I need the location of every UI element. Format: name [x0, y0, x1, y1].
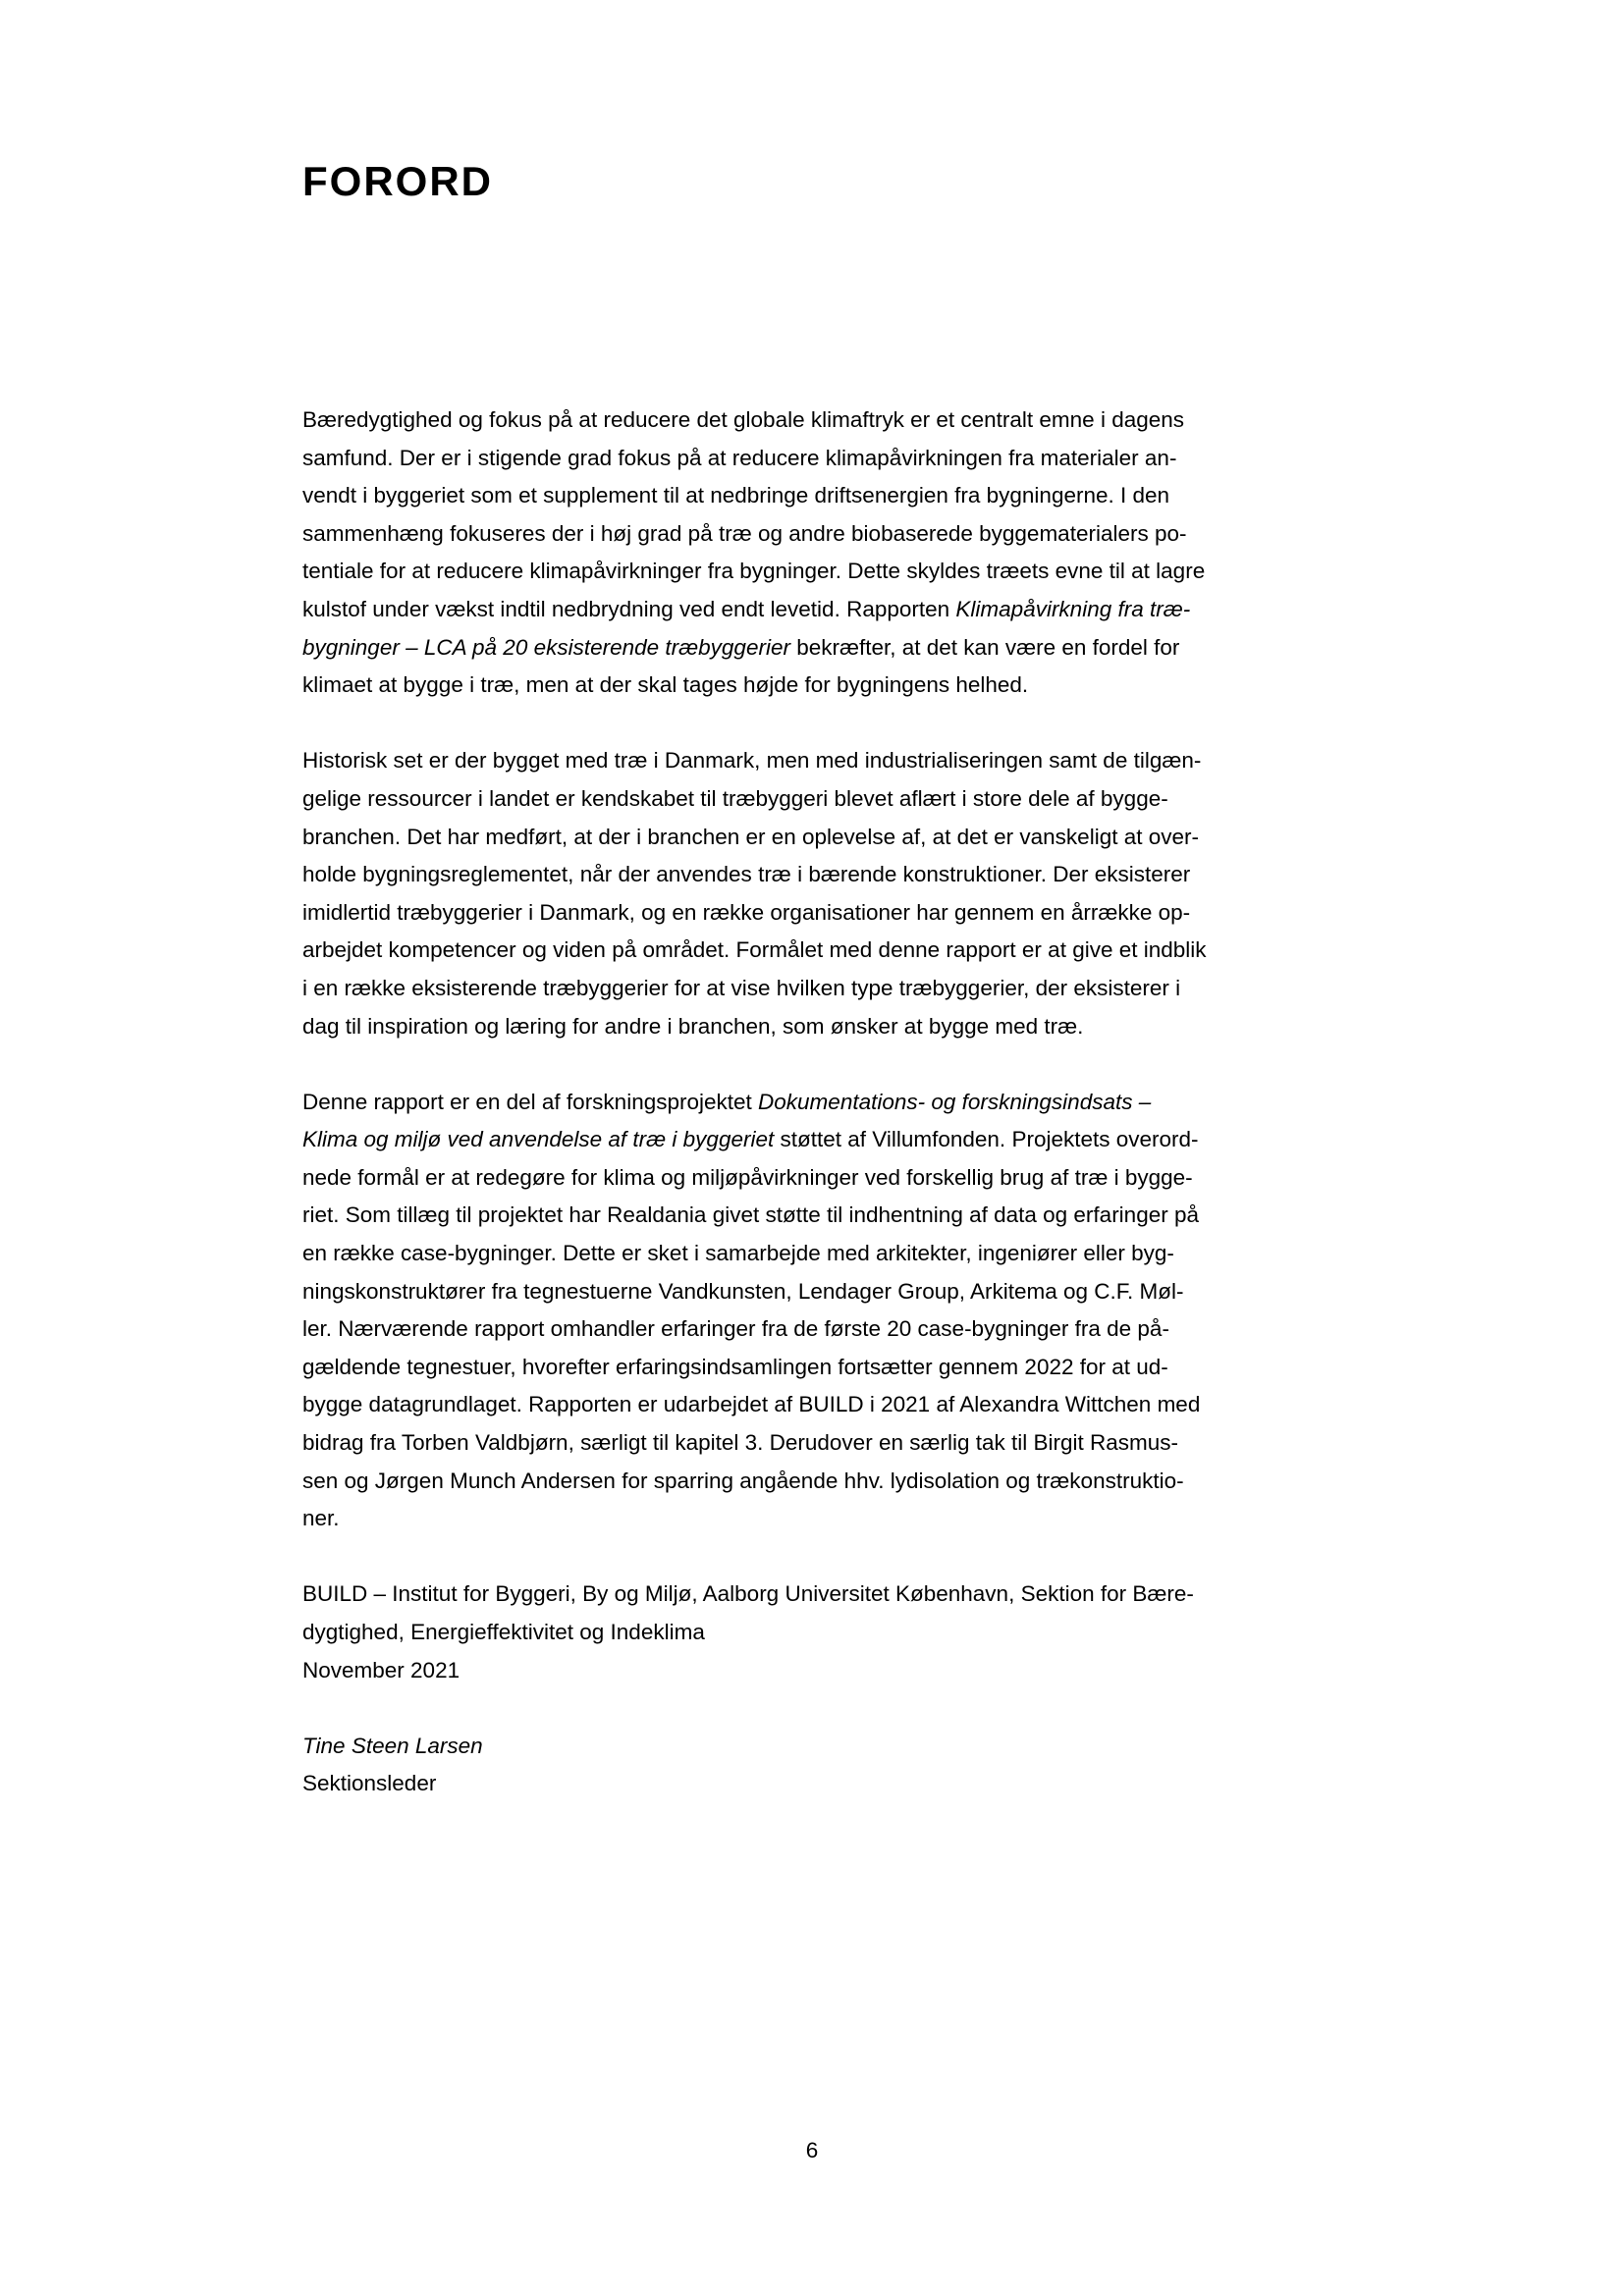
text-line	[302, 1652, 1328, 1690]
text-line	[302, 894, 1328, 933]
text-line	[302, 515, 1328, 554]
text-segment: støttet af Villumfonden. Projektets overord-	[774, 1127, 1199, 1152]
text-segment: i en række eksisterende træbyggerier for at vise hvilken type træbyggerier, der eksisterer i	[302, 975, 1181, 1000]
text-segment: klimaet at bygge i træ, men at der skal tages højde for bygningens helhed.	[302, 672, 1029, 698]
text-line	[302, 1349, 1328, 1387]
text-segment: imidlertid træbyggerier i Danmark, og en række organisationer har gennem en årrække op-	[302, 899, 1191, 925]
text-line	[302, 1008, 1328, 1046]
text-segment: Denne rapport er en del af forskningsprojektet	[302, 1089, 759, 1114]
italic-text-segment: Klima og miljø ved anvendelse af træ i byggeriet	[302, 1127, 775, 1152]
text-line	[302, 819, 1328, 857]
text-line	[302, 1728, 1328, 1766]
text-segment: tentiale for at reducere klimapåvirkninger fra bygninger. Dette skyldes træets evne til at lagre	[302, 559, 1206, 584]
text-segment: dygtighed, Energieffektivitet og Indeklima	[302, 1620, 705, 1644]
text-segment: ner.	[302, 1506, 340, 1531]
text-line	[302, 1084, 1328, 1122]
text-line	[302, 1386, 1328, 1424]
text-line	[302, 591, 1328, 629]
text-line	[302, 1121, 1328, 1159]
italic-text-segment: Dokumentations- og forskningsindsats –	[758, 1089, 1152, 1114]
text-line	[302, 1273, 1328, 1311]
text-segment: sen og Jørgen Munch Andersen for sparring angående hhv. lydisolation og trækonstruktio-	[302, 1468, 1184, 1493]
text-line	[302, 1159, 1328, 1198]
text-segment: dag til inspiration og læring for andre i branchen, som ønsker at bygge med træ.	[302, 1013, 1084, 1039]
text-segment: riet. Som tillæg til projektet har Realdania givet støtte til indhentning af data og erfaringer på	[302, 1202, 1199, 1228]
text-line	[302, 1310, 1328, 1349]
text-segment: ningskonstruktører fra tegnestuerne Vandkunsten, Lendager Group, Arkitema og C.F. Møl-	[302, 1278, 1184, 1304]
page-title: FORORD	[302, 158, 493, 204]
text-line	[302, 1575, 1328, 1614]
text-segment: ler. Nærværende rapport omhandler erfaringer fra de første 20 case-bygninger fra de på-	[302, 1316, 1169, 1342]
text-segment: Historisk set er der bygget med træ i Danmark, men med industrialiseringen samt de tilgæn-	[302, 748, 1202, 774]
text-line	[302, 401, 1328, 440]
text-segment: sammenhæng fokuseres der i høj grad på træ og andre biobaserede byggematerialers po-	[302, 520, 1187, 546]
text-line	[302, 1235, 1328, 1273]
italic-text-segment: Tine Steen Larsen	[302, 1733, 483, 1758]
text-line	[302, 1765, 1328, 1803]
text-segment: kulstof under vækst indtil nedbrydning ved endt levetid. Rapporten	[302, 596, 956, 621]
text-segment: en række case-bygninger. Dette er sket i samarbejde med arkitekter, ingeniører eller byg-	[302, 1241, 1174, 1266]
paragraph	[302, 401, 1328, 705]
text-line	[302, 629, 1328, 667]
text-segment: bygge datagrundlaget. Rapporten er udarbejdet af BUILD i 2021 af Alexandra Wittchen med	[302, 1392, 1201, 1417]
text-line	[302, 970, 1328, 1008]
paragraph	[302, 1575, 1328, 1689]
text-line	[302, 1614, 1328, 1652]
paragraph	[302, 1084, 1328, 1538]
text-line	[302, 1463, 1328, 1501]
paragraph	[302, 1728, 1328, 1803]
text-line	[302, 553, 1328, 591]
text-segment: nede formål er at redegøre for klima og miljøpåvirkninger ved forskellig brug af træ i bygge-	[302, 1164, 1193, 1190]
text-segment: branchen. Det har medført, at der i branchen er en oplevelse af, at det er vanskeligt at over-	[302, 824, 1199, 849]
text-line	[302, 1197, 1328, 1235]
italic-text-segment: bygninger – LCA på 20 eksisterende træbyggerier	[302, 634, 790, 660]
text-line	[302, 477, 1328, 515]
paragraphs	[302, 401, 1328, 1803]
text-line	[302, 932, 1328, 970]
text-segment: gældende tegnestuer, hvorefter erfaringsindsamlingen fortsætter gennem 2022 for at ud-	[302, 1354, 1168, 1379]
text-segment: vendt i byggeriet som et supplement til at nedbringe driftsenergien fra bygningerne. I den	[302, 483, 1170, 508]
text-segment: samfund. Der er i stigende grad fokus på at reducere klimapåvirkningen fra materialer an-	[302, 445, 1177, 470]
page-number: 6	[805, 2138, 819, 2163]
text-line	[302, 780, 1328, 819]
text-segment: gelige ressourcer i landet er kendskabet til træbyggeri blevet aflært i store dele af bygge-	[302, 785, 1168, 811]
text-segment: bekræfter, at det kan være en fordel for	[789, 634, 1180, 660]
text-segment: arbejdet kompetencer og viden på området. Formålet med denne rapport er at give et indblik	[302, 937, 1207, 963]
text-line	[302, 440, 1328, 478]
text-line	[302, 742, 1328, 780]
text-segment: Sektionsleder	[302, 1771, 437, 1796]
text-line	[302, 667, 1328, 705]
text-segment: November 2021	[302, 1657, 460, 1682]
italic-text-segment: Klimapåvirkning fra træ-	[955, 596, 1191, 621]
paragraph	[302, 742, 1328, 1045]
text-line	[302, 856, 1328, 894]
text-segment: BUILD – Institut for Byggeri, By og Miljø, Aalborg Universitet København, Sektion for Bære-	[302, 1581, 1194, 1607]
text-segment: Bæredygtighed og fokus på at reducere det globale klimaftryk er et centralt emne i dagens	[302, 407, 1185, 432]
text-segment: holde bygningsreglementet, når der anvendes træ i bærende konstruktioner. Der eksisterer	[302, 862, 1191, 887]
text-segment: bidrag fra Torben Valdbjørn, særligt til kapitel 3. Derudover en særlig tak til Birgit Rasmus-	[302, 1430, 1179, 1456]
text-line	[302, 1424, 1328, 1463]
text-line	[302, 1500, 1328, 1538]
